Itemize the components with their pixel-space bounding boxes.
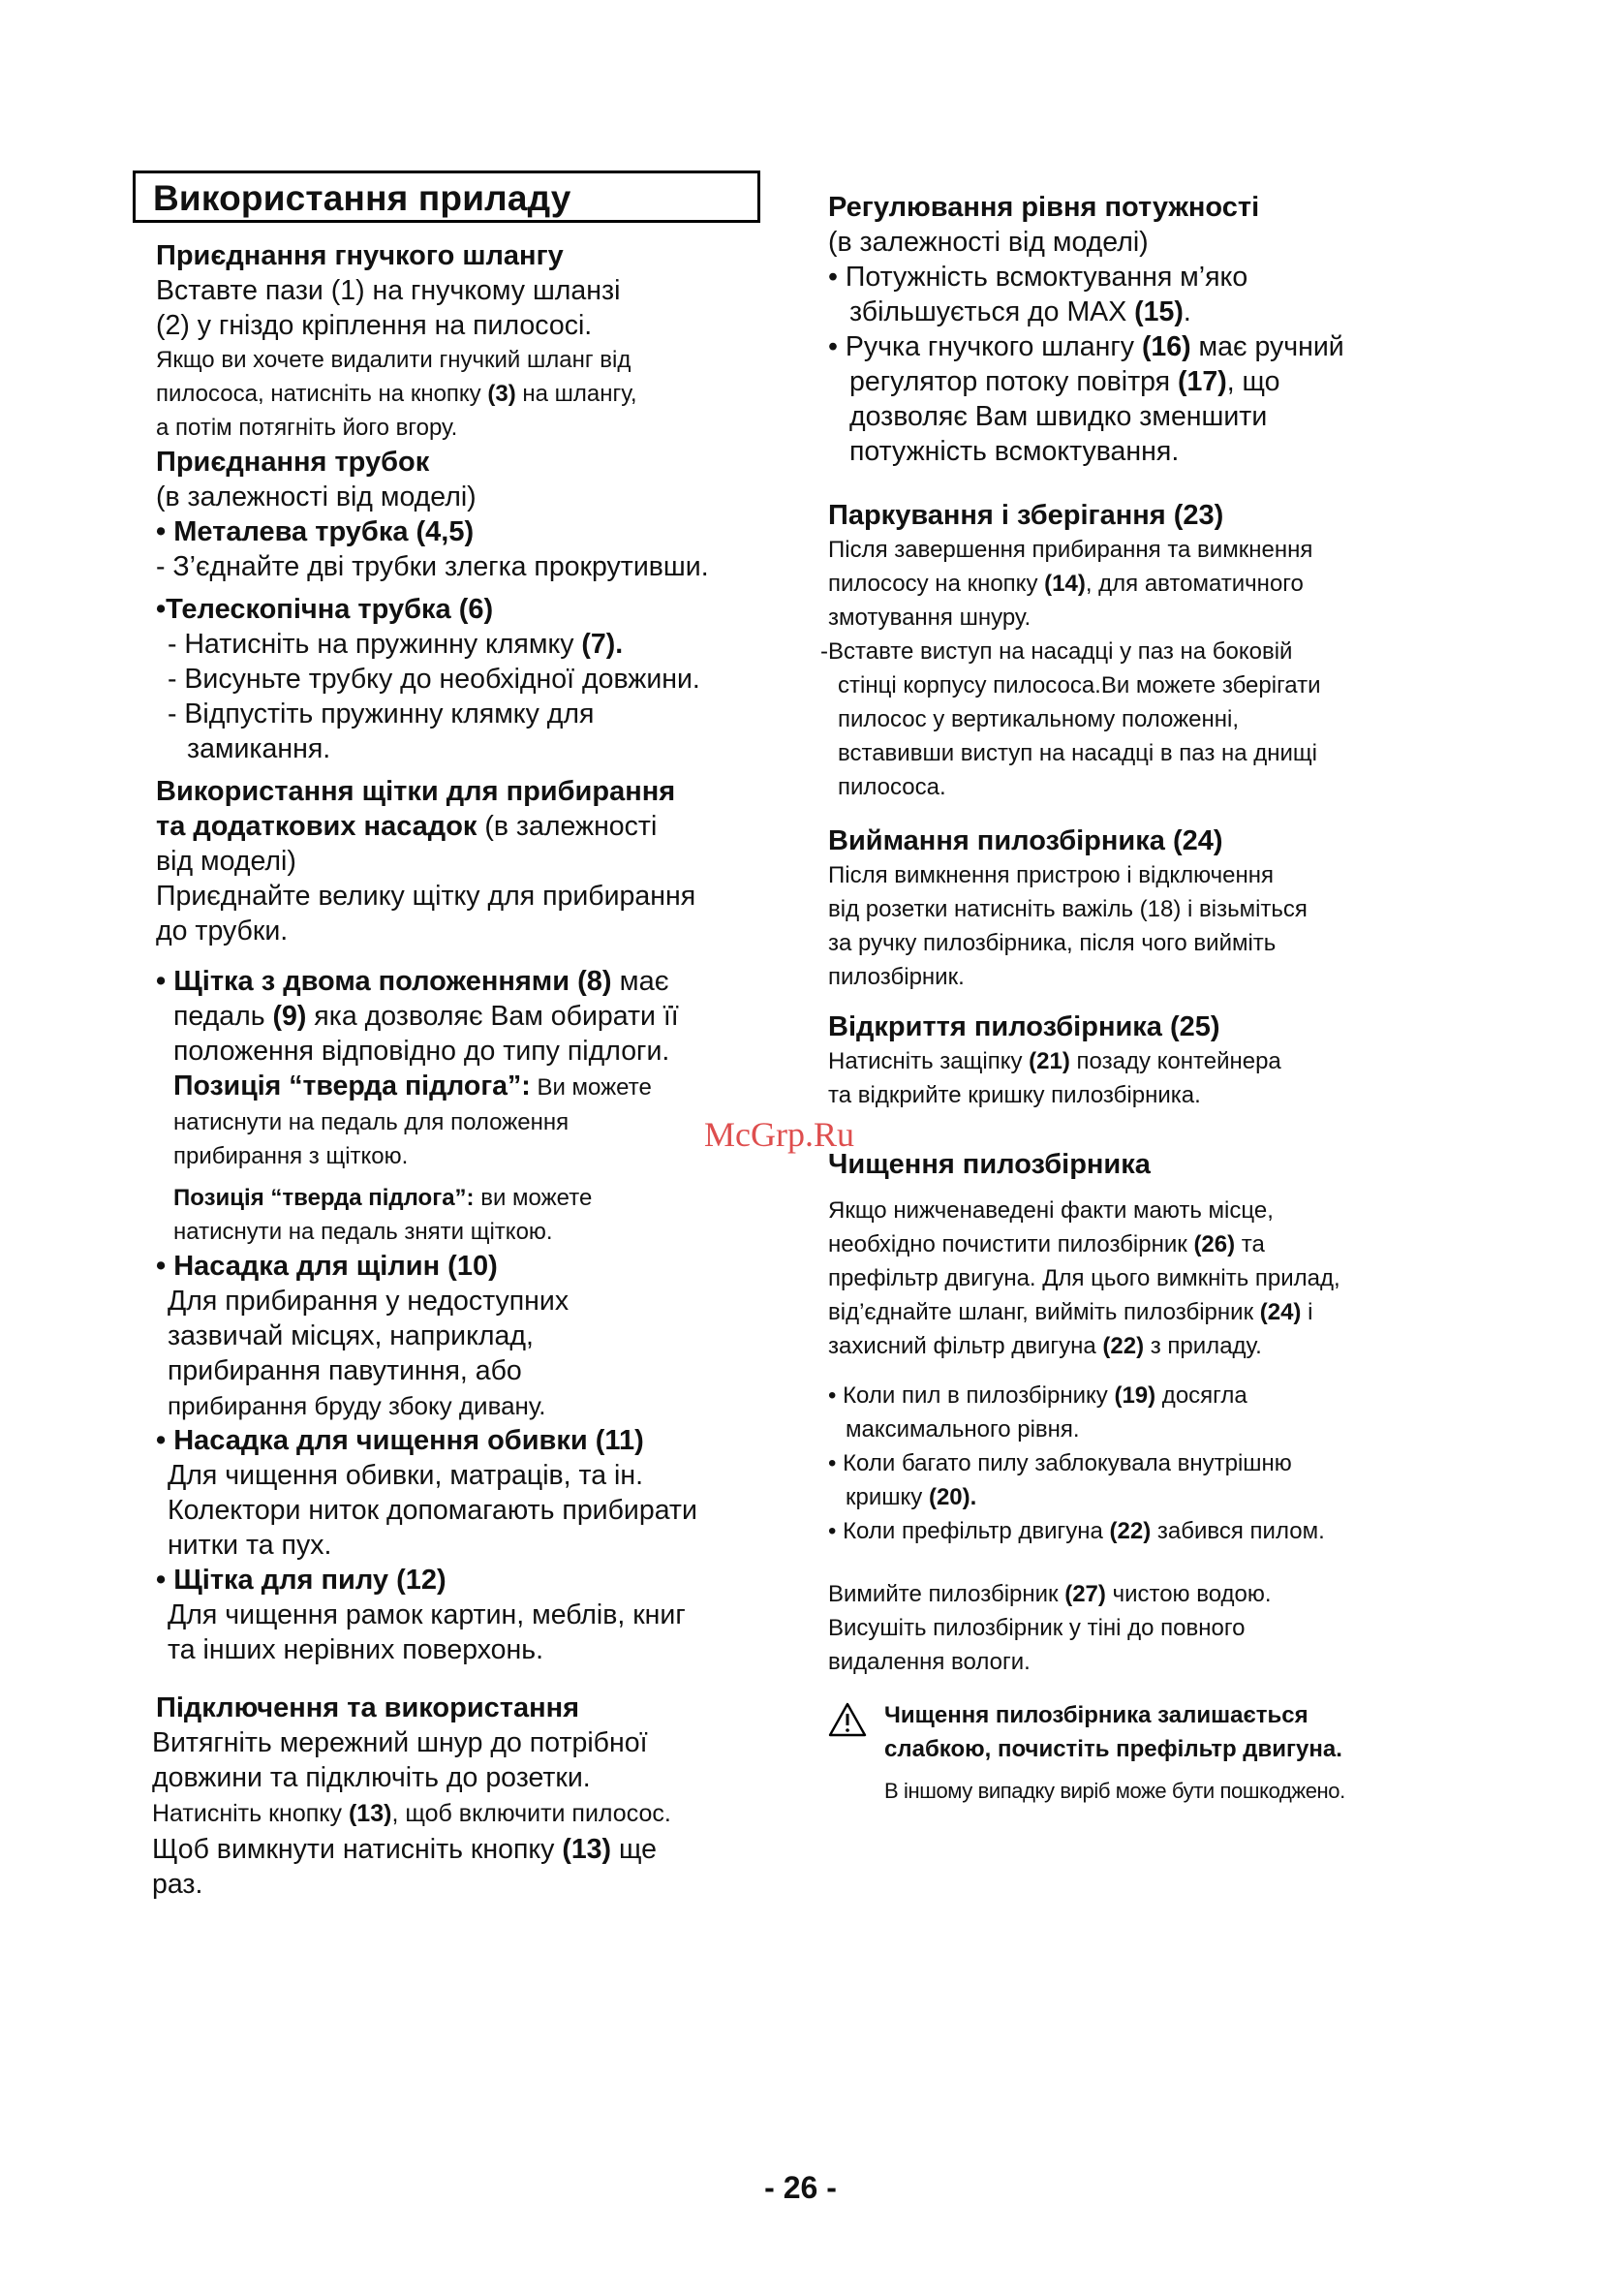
- brush-heading-3: від моделі): [156, 846, 296, 877]
- text-span: та додаткових насадок: [156, 811, 477, 842]
- hard-floor-1-text-3: прибирання з щіткою.: [173, 1143, 409, 1169]
- hard-floor-1: [133, 1069, 791, 1105]
- telescopic-step-3: - Відпустіть пружинну клямку для: [168, 698, 595, 729]
- ref-number: (9): [272, 1001, 307, 1032]
- parking-heading: Паркування і зберігання (23): [828, 500, 1224, 531]
- clean-bullet-1: [828, 1379, 1496, 1412]
- text-span: пилососа, натисніть на кнопку: [156, 381, 488, 407]
- clean-text-1: Якщо нижченаведені факти мають місце,: [828, 1197, 1274, 1224]
- left-column: [133, 171, 791, 1902]
- section-clean-container: [828, 1147, 1496, 1808]
- clean-heading: Чищення пилозбірника: [828, 1149, 1151, 1180]
- dust-brush-heading: • Щітка для пилу (12): [156, 1565, 446, 1596]
- ref-number: (13): [348, 1800, 392, 1827]
- power-subheading: (в залежності від моделі): [828, 227, 1149, 258]
- remove-text-3: за ручку пилозбірника, після чого вийміть: [828, 930, 1277, 956]
- connection-heading: Підключення та використання: [156, 1692, 580, 1723]
- two-position-text-2: положення відповідно до типу підлоги.: [173, 1036, 670, 1067]
- ref-number: (21): [1029, 1048, 1070, 1074]
- telescopic-step-2: - Висуньте трубку до необхідної довжини.: [168, 664, 700, 695]
- ref-number: (7).: [581, 629, 624, 660]
- tubes-heading: Приєднання трубок: [156, 447, 430, 478]
- text-span: забився пилом.: [1151, 1518, 1325, 1544]
- ref-number: (16): [1141, 331, 1191, 362]
- section-power: [828, 190, 1496, 469]
- text-span: Натисніть кнопку: [152, 1800, 349, 1827]
- upholstery-text-1: Для чищення обивки, матраців, та ін.: [168, 1460, 644, 1491]
- clean-bullet-1-cont: максимального рівня.: [846, 1416, 1080, 1443]
- parking-text-4: -Вставте виступ на насадці у паз на боковій: [820, 638, 1293, 665]
- text-span: необхідно почистити пилозбірник: [828, 1231, 1194, 1257]
- section-remove-container: [828, 823, 1496, 994]
- parking-text-3: змотування шнуру.: [828, 605, 1031, 631]
- hose-small-2: [133, 377, 791, 411]
- wash-text-3: видалення вологи.: [828, 1649, 1031, 1675]
- watermark: McGrp.Ru: [704, 1115, 854, 1154]
- page-number: - 26 -: [764, 2170, 837, 2205]
- ref-number: (13): [562, 1834, 612, 1865]
- text-span: регулятор потоку повітря: [849, 366, 1179, 397]
- hose-small-3: а потім потягніть його вгору.: [156, 415, 458, 441]
- crevice-text-3: прибирання павутиння, або: [168, 1355, 522, 1386]
- text-span: пилососу на кнопку: [828, 571, 1045, 597]
- warning-text-1: Чищення пилозбірника залишається: [884, 1702, 1309, 1728]
- connection-text-1: Витягніть мережний шнур до потрібної: [152, 1727, 648, 1758]
- text-span: яка дозволяє Вам обирати її: [306, 1001, 679, 1032]
- parking-text-1: Після завершення прибирання та вимкнення: [828, 537, 1313, 563]
- section-tubes: [133, 445, 791, 766]
- text-span: чистою водою.: [1105, 1581, 1272, 1607]
- text-span: має ручний: [1190, 331, 1344, 362]
- parking-text-5: стінці корпусу пилососа.Ви можете зберігати: [838, 672, 1321, 698]
- text-span: • Щітка з двома положеннями: [156, 966, 578, 997]
- ref-number: (26): [1193, 1231, 1236, 1257]
- power-bullet-2-cont-2: дозволяє Вам швидко зменшити: [849, 401, 1268, 432]
- telescopic-step-3-cont: замикання.: [187, 733, 331, 764]
- ref-number: (8): [577, 966, 612, 997]
- remove-text-4: пилозбірник.: [828, 964, 965, 990]
- connection-text-5: раз.: [152, 1869, 203, 1900]
- brush-heading-2: [133, 809, 791, 844]
- section-connection: [133, 1691, 791, 1902]
- dust-brush-text-1: Для чищення рамок картин, меблів, книг: [168, 1599, 686, 1630]
- brush-text-1: Приєднайте велику щітку для прибирання: [156, 881, 696, 912]
- power-heading: Регулювання рівня потужності: [828, 192, 1260, 223]
- ref-number: (27): [1064, 1581, 1106, 1607]
- telescopic-heading: •Телескопічна трубка (6): [156, 594, 494, 625]
- text-span: Натисніть защіпку: [828, 1048, 1030, 1074]
- page-title: Використання приладу: [133, 171, 760, 223]
- hose-heading: Приєднання гнучкого шлангу: [156, 240, 564, 271]
- hose-text-1: Вставте пази (1) на гнучкому шланзі: [156, 275, 621, 306]
- ref-number: (22): [1109, 1518, 1152, 1544]
- text-span: • Ручка гнучкого шлангу: [828, 331, 1142, 362]
- right-column: [820, 190, 1496, 1808]
- text-span: Позиція “тверда підлога”:: [173, 1070, 531, 1101]
- telescopic-step-1: [133, 627, 791, 662]
- connection-text-3: [133, 1795, 791, 1832]
- text-span: досягла: [1155, 1382, 1247, 1409]
- wash-text-2: Висушіть пилозбірник у тіні до повного: [828, 1615, 1246, 1641]
- brush-text-2: до трубки.: [156, 915, 289, 946]
- parking-text-7: вставивши виступ на насадці в паз на днищі: [838, 740, 1318, 766]
- text-span: ще: [611, 1834, 657, 1865]
- remove-text-1: Після вимкнення пристрою і відключення: [828, 862, 1274, 888]
- text-span: має: [611, 966, 669, 997]
- tubes-subheading: (в залежності від моделі): [156, 481, 477, 512]
- text-span: та: [1235, 1231, 1265, 1257]
- hard-floor-1-text-2: натиснути на педаль для положення: [173, 1109, 570, 1135]
- ref-number: (22): [1102, 1333, 1145, 1359]
- warning-note: [828, 1698, 1496, 1808]
- text-span: , щоб включити пилосос.: [391, 1800, 671, 1827]
- power-bullet-2-cont-3: потужність всмоктування.: [849, 436, 1180, 467]
- text-span: збільшується до MAX: [849, 296, 1135, 327]
- connection-text-4: [133, 1832, 791, 1867]
- ref-number: (3): [487, 381, 516, 407]
- clean-bullet-2: • Коли багато пилу заблокувала внутрішню: [828, 1450, 1292, 1476]
- dust-brush-text-2: та інших нерівних поверхонь.: [168, 1634, 544, 1665]
- ref-number: (20).: [928, 1484, 977, 1510]
- warning-text-2: слабкою, почистіть префільтр двигуна.: [884, 1736, 1342, 1762]
- power-bullet-1: • Потужність всмоктування м’яко: [828, 262, 1248, 293]
- clean-text-5: [828, 1329, 1496, 1363]
- text-span: Позиція “тверда підлога”:: [173, 1185, 475, 1211]
- metal-tube-text: - З’єднайте дві трубки злегка прокрутивши.: [156, 551, 709, 582]
- text-span: Щоб вимкнути натисніть кнопку: [152, 1834, 563, 1865]
- ref-number: (15): [1134, 296, 1184, 327]
- parking-text-8: пилососа.: [838, 774, 946, 800]
- power-bullet-2-cont-1: [828, 364, 1496, 399]
- remove-heading: Виймання пилозбірника (24): [828, 825, 1223, 856]
- upholstery-heading: • Насадка для чищення обивки (11): [156, 1425, 644, 1456]
- text-span: • Коли префільтр двигуна: [828, 1518, 1110, 1544]
- text-span: • Коли пил в пилозбірнику: [828, 1382, 1115, 1409]
- two-position-brush-heading: [133, 964, 791, 999]
- text-span: Ви можете: [530, 1074, 652, 1101]
- open-text-2: та відкрийте кришку пилозбірника.: [828, 1082, 1201, 1108]
- text-span: захисний фільтр двигуна: [828, 1333, 1103, 1359]
- text-span: - Натисніть на пружинну клямку: [168, 629, 582, 660]
- crevice-text-1: Для прибирання у недоступних: [168, 1286, 570, 1317]
- section-open-container: [828, 1009, 1496, 1112]
- warning-triangle-icon: [828, 1702, 867, 1737]
- upholstery-text-2: Колектори ниток допомагають прибирати: [168, 1495, 697, 1526]
- crevice-text-4: прибирання бруду збоку дивану.: [168, 1391, 546, 1420]
- two-position-text-1: [133, 999, 791, 1034]
- remove-text-2: від розетки натисніть важіль (18) і візьміться: [828, 896, 1308, 922]
- section-brush: [133, 774, 791, 1667]
- text-span: і: [1301, 1299, 1313, 1325]
- text-span: Вимийте пилозбірник: [828, 1581, 1065, 1607]
- clean-bullet-3: [828, 1514, 1496, 1548]
- clean-bullet-2-cont: [828, 1480, 1496, 1514]
- brush-heading-1: Використання щітки для прибирання: [156, 776, 676, 807]
- text-span: , для автоматичного: [1085, 571, 1304, 597]
- text-span: позаду контейнера: [1069, 1048, 1281, 1074]
- upholstery-text-3: нитки та пух.: [168, 1530, 332, 1561]
- hose-small-1: Якщо ви хочете видалити гнучкий шланг від: [156, 347, 631, 373]
- text-span: , що: [1226, 366, 1280, 397]
- clean-text-3: префільтр двигуна. Для цього вимкніть прилад,: [828, 1265, 1340, 1291]
- text-span: з приладу.: [1144, 1333, 1262, 1359]
- hard-floor-2: [133, 1181, 791, 1215]
- metal-tube-heading: • Металева трубка (4,5): [156, 516, 475, 547]
- hose-text-2: (2) у гніздо кріплення на пилососі.: [156, 310, 593, 341]
- text-span: кришку: [846, 1484, 929, 1510]
- connection-text-2: довжини та підключіть до розетки.: [152, 1762, 591, 1793]
- power-bullet-1-cont: [828, 295, 1496, 329]
- parking-text-6: пилосос у вертикальному положенні,: [838, 706, 1240, 732]
- ref-number: (14): [1044, 571, 1086, 597]
- warning-text-3: В іншому випадку виріб може бути пошкоджено.: [884, 1779, 1345, 1803]
- crevice-heading: • Насадка для щілин (10): [156, 1251, 498, 1282]
- wash-text-1: [828, 1577, 1496, 1611]
- ref-number: (24): [1259, 1299, 1302, 1325]
- hard-floor-2-text-2: натиснути на педаль зняти щіткою.: [173, 1219, 553, 1245]
- clean-text-2: [828, 1227, 1496, 1261]
- section-hose: [133, 238, 791, 445]
- section-parking: [820, 498, 1496, 804]
- ref-number: (17): [1178, 366, 1227, 397]
- crevice-text-2: зазвичай місцях, наприклад,: [168, 1320, 534, 1351]
- text-span: ви можете: [474, 1185, 593, 1211]
- ref-number: (19): [1114, 1382, 1156, 1409]
- text-span: від’єднайте шланг, вийміть пилозбірник: [828, 1299, 1260, 1325]
- text-span: педаль: [173, 1001, 273, 1032]
- text-span: на шлангу,: [515, 381, 637, 407]
- text-span: (в залежності: [477, 811, 658, 842]
- parking-text-2: [828, 567, 1496, 601]
- text-span: .: [1183, 296, 1191, 327]
- clean-text-4: [828, 1295, 1496, 1329]
- open-heading: Відкриття пилозбірника (25): [828, 1011, 1220, 1042]
- open-text-1: [828, 1044, 1496, 1078]
- power-bullet-2: [828, 329, 1496, 364]
